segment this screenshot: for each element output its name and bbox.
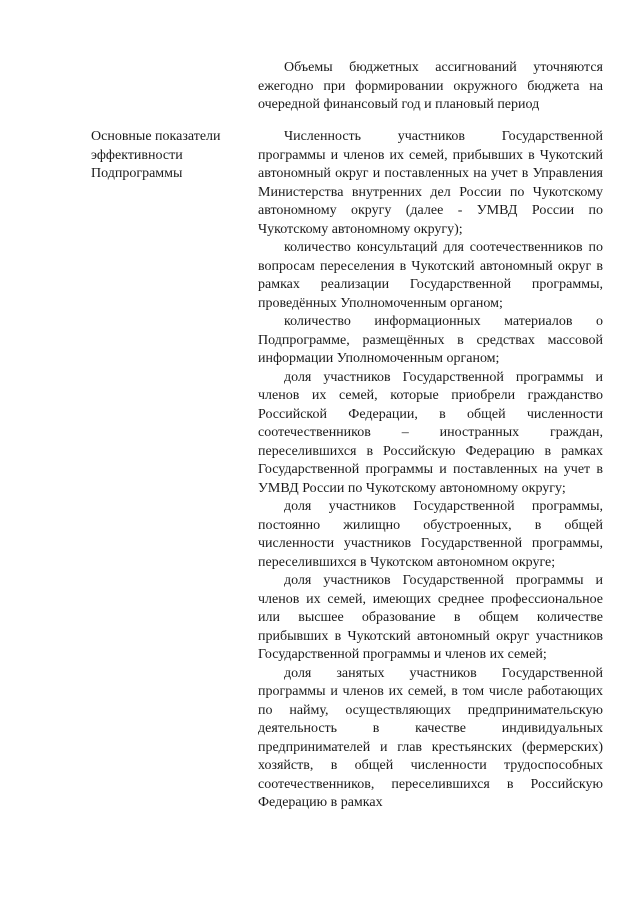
indicators-label: Основные показатели эффективности Подпрограммы: [91, 129, 221, 181]
indicator-paragraph: доля участников Государственной программы, постоянно жилищно обустроенных, в общей численности участников Государственной программы, переселившихся в Чукотском автономном округе;: [258, 499, 603, 570]
indicator-paragraph: доля участников Государственной программы и членов их семей, которые приобрели гражданство Российской Федерации, в общей численности соотечественников – иностранных граждан, переселившихся в Российскую Федерацию в рамках Государственной программы и поставленных на учет в УМВД России по Чукотскому автономному округу;: [258, 369, 603, 496]
budget-note-paragraph: Объемы бюджетных ассигнований уточняются ежегодно при формировании окружного бюджета на очередной финансовый год и плановый период: [258, 60, 603, 112]
indicators-body: [258, 128, 603, 813]
indicator-paragraph: доля занятых участников Государственной программы и членов их семей, в том числе работающих по найму, осуществляющих предпринимательскую деятельность в качестве индивидуальных предпринимателей и глав крестьянских (фермерских) хозяйств, в общей численности трудоспособных соотечественников, переселившихся в Российскую Федерацию в рамках: [258, 665, 603, 810]
indicator-paragraph: Численность участников Государственной программы и членов их семей, прибывших в Чукотский автономный округ и поставленных на учет в Управления Министерства внутренних дел России по Чукотскому автономному округу (далее - УМВД России по Чукотскому автономному округу);: [258, 129, 603, 237]
indicator-paragraph: доля участников Государственной программы и членов их семей, имеющих среднее профессиональное или высшее образование в общем количестве прибывших в Чукотский автономный округ участников Государственной программы и членов их семей;: [258, 573, 603, 662]
indicator-paragraph: количество информационных материалов о Подпрограмме, размещённых в средствах массовой информации Уполномоченным органом;: [258, 314, 603, 366]
indicator-paragraph: количество консультаций для соотечественников по вопросам переселения в Чукотский автономный округ в рамках реализации Государственной программы, проведённых Уполномоченным органом;: [258, 240, 603, 311]
